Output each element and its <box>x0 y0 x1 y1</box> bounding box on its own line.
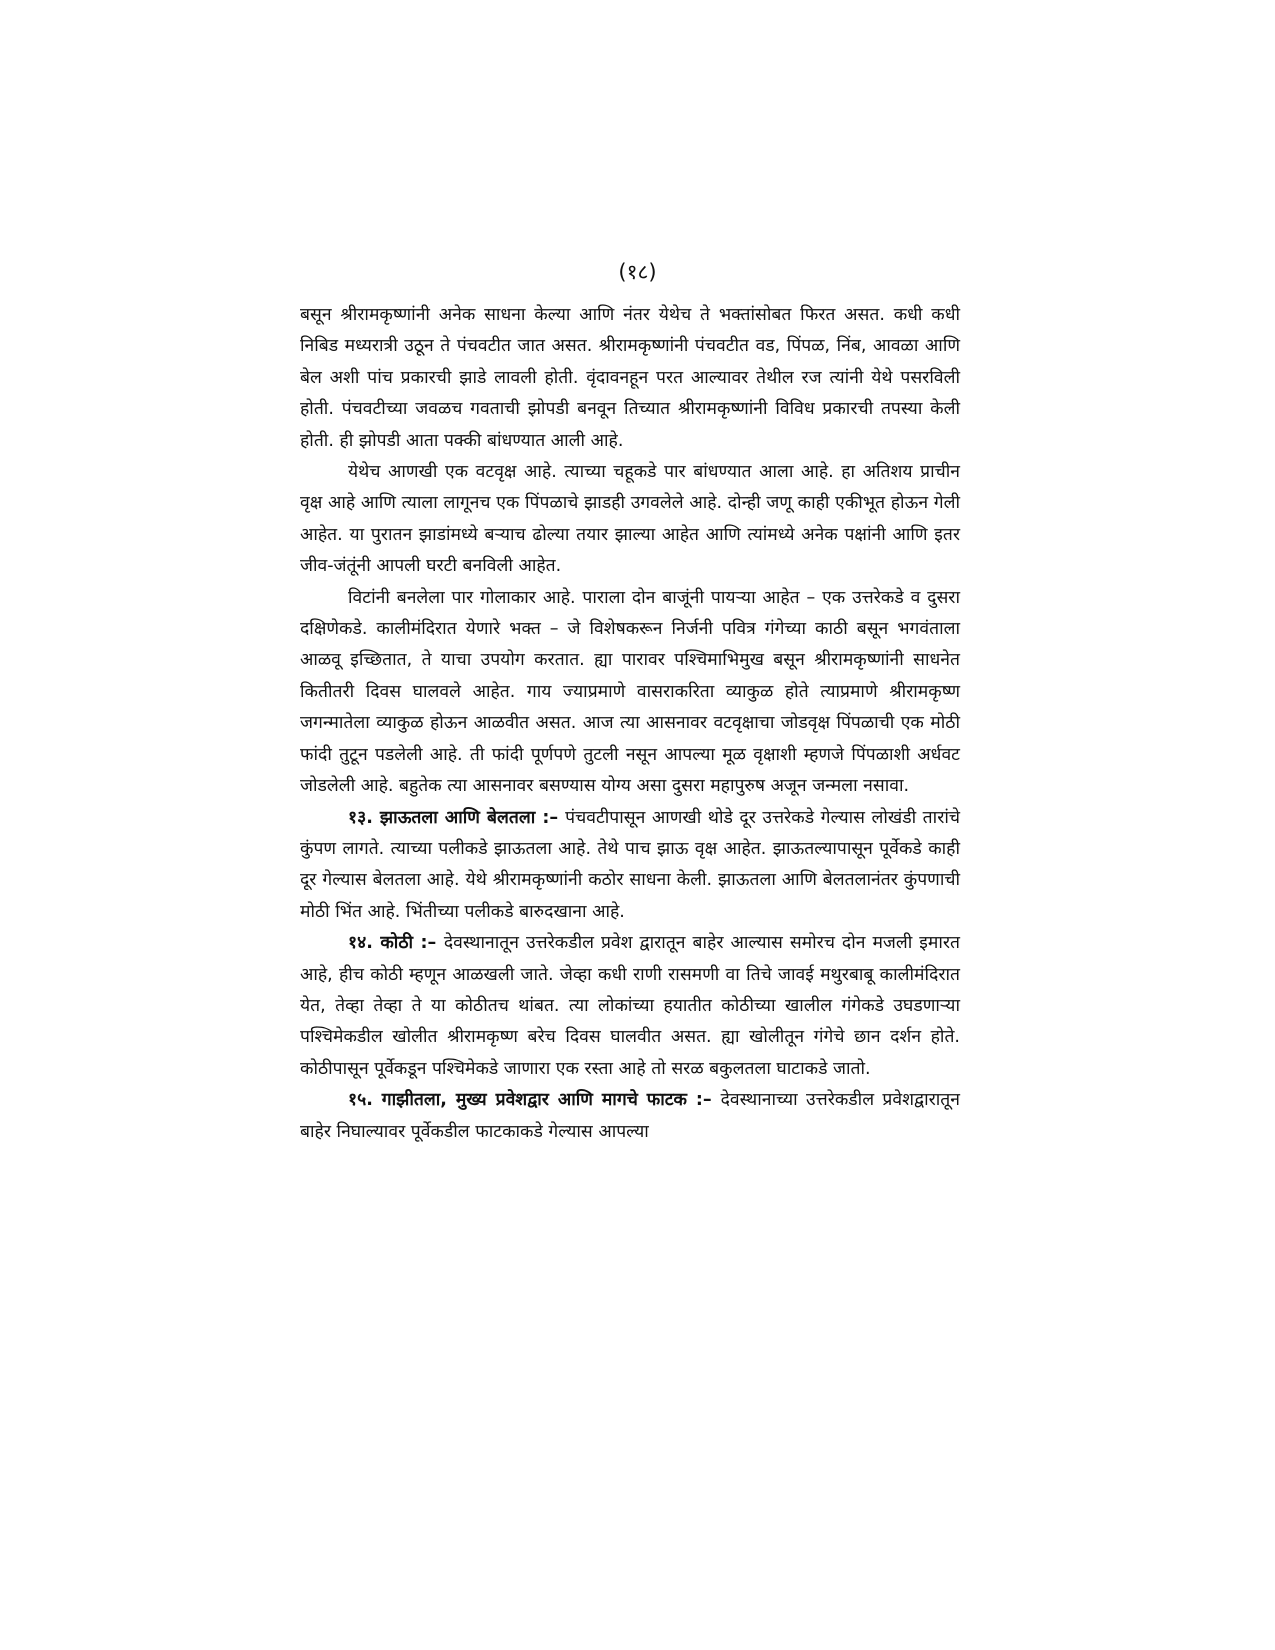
paragraph-text: पंचवटीपासून आणखी थोडे दूर उत्तरेकडे गेल्यास लोखंडी तारांचे कुंपण लागते. त्याच्या पलीकडे झाऊतला आहे. तेथे पाच झाऊ वृक्ष आहेत. झाऊतल्यापासून पूर्वेकडे काही दूर गेल्यास बेलतला आहे. येथे श्रीरामकृष्णांनी कठोर साधना केली. झाऊतला आणि बेलतलानंतर कुंपणाची मोठी भिंत आहे. भिंतीच्या पलीकडे बारुदखाना आहे. <box>300 807 960 922</box>
paragraph-text: विटांनी बनलेला पार गोलाकार आहे. पाराला दोन बाजूंनी पायऱ्या आहेत – एक उत्तरेकडे व दुसरा दक्षिणेकडे. कालीमंदिरात येणारे भक्त – जे विशेषकरून निर्जनी पवित्र गंगेच्या काठी बसून भगवंताला आळवू इच्छितात, ते याचा उपयोग करतात. ह्या पारावर पश्चिमाभिमुख बसून श्रीरामकृष्णांनी साधनेत कितीतरी दिवस घालवले आहेत. गाय ज्याप्रमाणे वासराकरिता व्याकुळ होते त्याप्रमाणे श्रीरामकृष्ण जगन्मातेला व्याकुळ होऊन आळवीत असत. आज त्या आसनावर वटवृक्षाचा जोडवृक्ष पिंपळाची एक मोठी फांदी तुटून पडलेली आहे. ती फांदी पूर्णपणे तुटली नसून आपल्या मूळ वृक्षाशी म्हणजे पिंपळाशी अर्धवट जोडलेली आहे. बहुतेक त्या आसनावर बसण्यास योग्य असा दुसरा महापुरुष अजून जन्मला नसावा. <box>300 587 960 797</box>
paragraph-par <box>300 583 960 803</box>
paragraph-vatavriksha <box>300 457 960 583</box>
paragraph-text: देवस्थानाच्या उत्तरेकडील प्रवेशद्वारातून बाहेर निघाल्यावर पूर्वेकडील फाटकाकडे गेल्यास आपल्या <box>300 1090 960 1142</box>
section-15-gazitala <box>300 1085 960 1148</box>
paragraph-text: देवस्थानातून उत्तरेकडील प्रवेश द्वारातून बाहेर आल्यास समोरच दोन मजली इमारत आहे, हीच कोठी म्हणून आळखली जाते. जेव्हा कधी राणी रासमणी वा तिचे जावई मथुरबाबू कालीमंदिरात येत, तेव्हा तेव्हा ते या कोठीतच थांबत. त्या लोकांच्या हयातीत कोठीच्या खालील गंगेकडे उघडणाऱ्या पश्चिमेकडील खोलीत श्रीरामकृष्ण बरेच दिवस घालवीत असत. ह्या खोलीतून गंगेचे छान दर्शन होते. कोठीपासून पूर्वेकडून पश्चिमेकडे जाणारा एक रस्ता आहे तो सरळ बकुलतला घाटाकडे जातो. <box>300 933 961 1079</box>
section-heading: १४. कोठी :– <box>348 933 444 954</box>
section-13-jhautala-beltala <box>300 803 960 929</box>
paragraph-panchavati <box>300 300 960 457</box>
section-heading: १३. झाऊतला आणि बेलतला :– <box>348 807 566 828</box>
section-heading: १५. गाझीतला, मुख्य प्रवेशद्वार आणि मागचे फाटक :– <box>348 1090 721 1111</box>
text-body <box>300 300 960 1148</box>
page-number: (१८) <box>618 260 657 284</box>
paragraph-text: बसून श्रीरामकृष्णांनी अनेक साधना केल्या आणि नंतर येथेच ते भक्तांसोबत फिरत असत. कधी कधी निबिड मध्यरात्री उठून ते पंचवटीत जात असत. श्रीरामकृष्णांनी पंचवटीत वड, पिंपळ, निंब, आवळा आणि बेल अशी पांच प्रकारची झाडे लावली होती. वृंदावनहून परत आल्यावर तेथील रज त्यांनी येथे पसरविली होती. पंचवटीच्या जवळच गवताची झोपडी बनवून तिच्यात श्रीरामकृष्णांनी विविध प्रकारची तपस्या केली होती. ही झोपडी आता पक्की बांधण्यात आली आहे. <box>300 305 960 451</box>
paragraph-text: येथेच आणखी एक वटवृक्ष आहे. त्याच्या चहूकडे पार बांधण्यात आला आहे. हा अतिशय प्राचीन वृक्ष आहे आणि त्याला लागूनच एक पिंपळाचे झाडही उगवलेले आहे. दोन्ही जणू काही एकीभूत होऊन गेली आहेत. या पुरातन झाडांमध्ये बऱ्याच ढोल्या तयार झाल्या आहेत आणि त्यांमध्ये अनेक पक्षांनी आणि इतर जीव-जंतूंनी आपली घरटी बनविली आहेत. <box>300 462 960 577</box>
section-14-kothi <box>300 928 960 1085</box>
